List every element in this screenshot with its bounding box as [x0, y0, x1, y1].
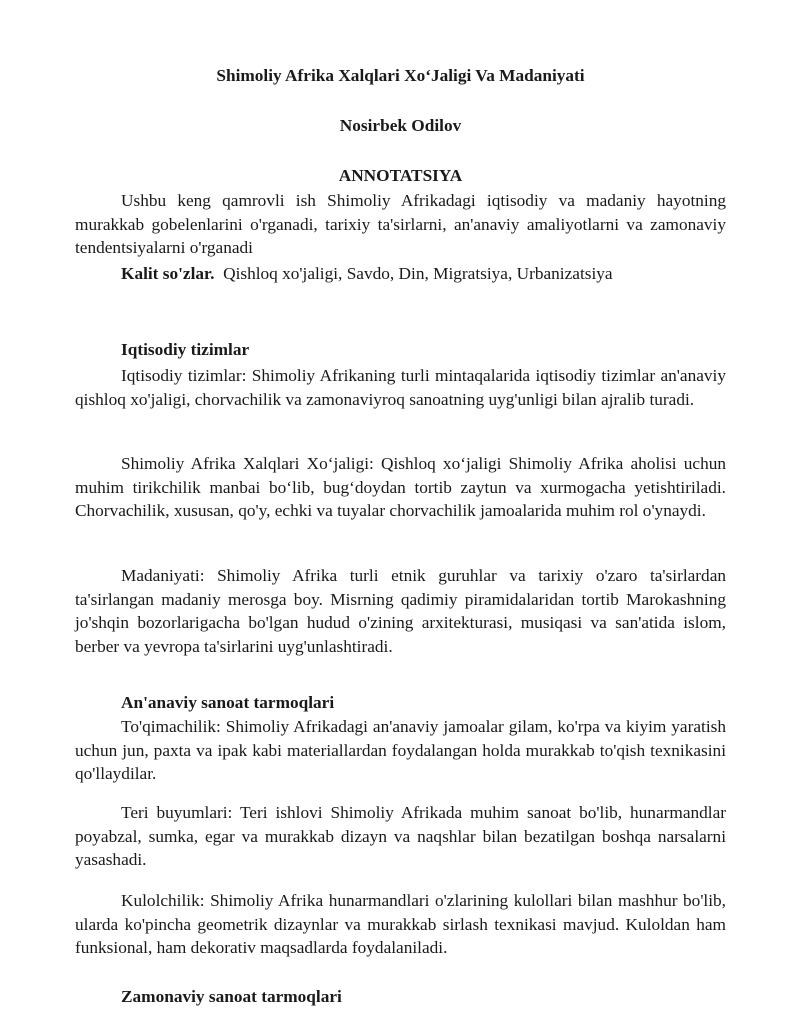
annotation-heading: ANNOTATSIYA — [338, 166, 463, 185]
paragraph: Kulolchilik: Shimoliy Afrika hunarmandlari o'zlarining kulollari bilan mashhur bo'lib, ularda ko'pincha geometrik dizaynlar va murakkab sirlash texnikasi mavjud. Kuloldan ham funksional, ham dekorativ maqsadlarda foydalaniladi. — [75, 891, 726, 957]
paragraph: Madaniyati: Shimoliy Afrika turli etnik guruhlar va tarixiy o'zaro ta'sirlardan ta'sirlangan madaniy merosga boy. Misrning qadimiy piramidalaridan tortib Marokashning jo'shqin bozorlarigacha bo'lgan hudud o'zining arxitekturasi, musiqasi va san'atida islom, berber va yevropa ta'sirlarini uyg'unlashtiradi. — [75, 566, 726, 656]
annotation-paragraph: Ushbu keng qamrovli ish Shimoliy Afrikadagi iqtisodiy va madaniy hayotning murakkab gobelenlarini o'rganadi, tarixiy ta'sirlarni, an'anaviy amaliyotlarni va zamonaviy tendentsiyalarni o'rganadi — [75, 191, 726, 257]
section-heading-ananaviy: An'anaviy sanoat tarmoqlari — [121, 693, 335, 712]
paragraph: Shimoliy Afrika Xalqlari Xo‘jaligi: Qishloq xo‘jaligi Shimoliy Afrika aholisi uchun muhim tirikchilik manbai bo‘lib, bug‘doydan tortib zaytun va xurmogacha yetishtiriladi. Chorvachilik, xususan, qo'y, echki va tuyalar chorvachilik jamoalarida muhim rol o'ynaydi. — [75, 454, 726, 520]
paragraph: To'qimachilik: Shimoliy Afrikadagi an'anaviy jamoalar gilam, ko'rpa va kiyim yaratish uchun jun, paxta va ipak kabi materiallardan foydalangan holda murakkab to'qish texnikasini qo'llaydilar. — [75, 717, 726, 783]
section-heading-iqtisodiy: Iqtisodiy tizimlar — [121, 340, 250, 359]
section-heading-zamonaviy: Zamonaviy sanoat tarmoqlari — [121, 987, 342, 1006]
document-title: Shimoliy Afrika Xalqlari Xo‘Jaligi Va Madaniyati — [216, 66, 585, 85]
keywords-label: Kalit so'zlar. — [121, 264, 215, 283]
paragraph: Teri buyumlari: Teri ishlovi Shimoliy Afrikada muhim sanoat bo'lib, hunarmandlar poyabzal, sumka, egar va murakkab dizayn va naqshlar bilan bezatilgan boshqa narsalarni yasashadi. — [75, 803, 726, 869]
paragraph: Iqtisodiy tizimlar: Shimoliy Afrikaning turli mintaqalarida iqtisodiy tizimlar an'anaviy qishloq xo'jaligi, chorvachilik va zamonaviyroq sanoatning uyg'unligi bilan ajralib turadi. — [75, 366, 726, 409]
keywords-line — [75, 262, 726, 286]
document-author: Nosirbek Odilov — [339, 116, 462, 135]
keywords-text: Qishloq xo'jaligi, Savdo, Din, Migratsiya, Urbanizatsiya — [223, 264, 613, 283]
